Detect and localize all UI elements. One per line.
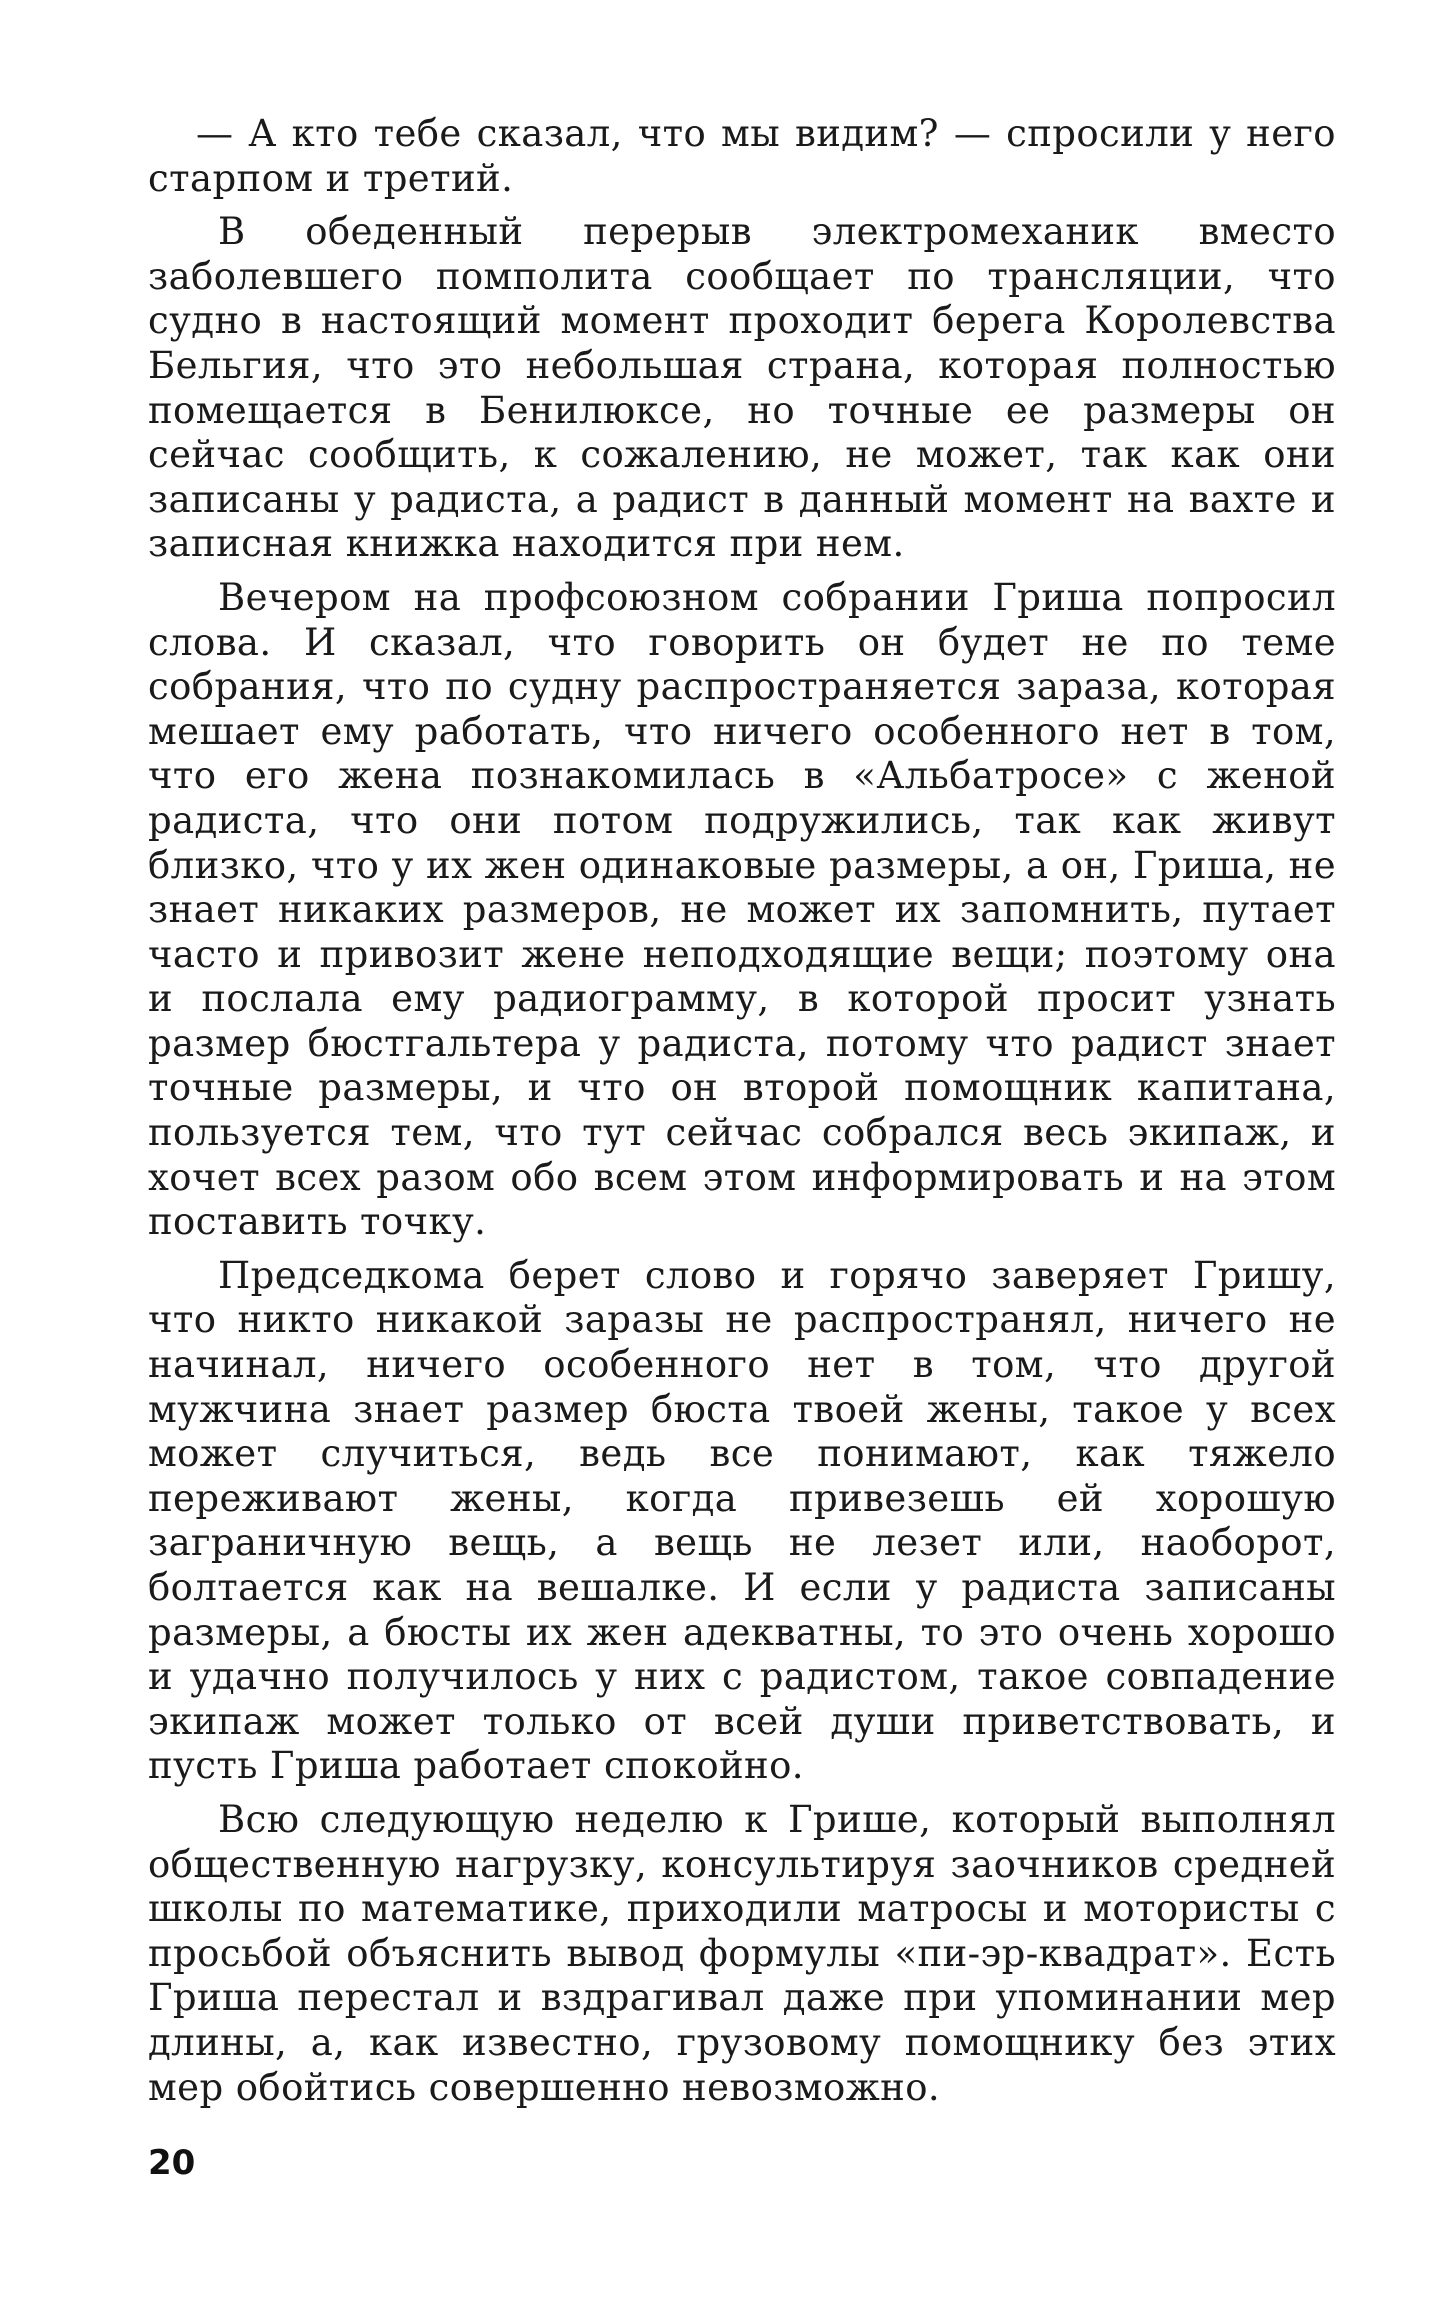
book-page-text (148, 112, 1336, 2119)
paragraph-3: Вечером на профсоюзном собрании Гриша попросил слова. И сказал, что говорить он будет не по теме собрания, что по судну распространяется зараза, которая мешает ему работать, что ничего особенного нет в том, что его жена познакомилась в «Альбатросе» с женой радиста, что они потом подружились, так как живут близко, что у их жен одинаковые размеры, а он, Гриша, не знает никаких размеров, не может их запомнить, путает часто и привозит жене неподходящие вещи; поэтому она и послала ему радиограмму, в которой просит узнать размер бюстгальтера у радиста, потому что радист знает точные размеры, и что он второй помощник капитана, пользуется тем, что тут сейчас собрался весь экипаж, и хочет всех разом обо всем этом информировать и на этом поставить точку. (148, 575, 1336, 1244)
paragraph-4: Председкома берет слово и горячо заверяет Гришу, что никто никакой заразы не распространял, ничего не начинал, ничего особенного нет в том, что другой мужчина знает размер бюста твоей жены, такое у всех может случиться, ведь все понимают, как тяжело переживают жены, когда привезешь ей хорошую заграничную вещь, а вещь не лезет или, наоборот, болтается как на вешалке. И если у радиста записаны размеры, а бюсты их жен адекватны, то это очень хорошо и удачно получилось у них с радистом, такое совпадение экипаж может только от всей души приветствовать, и пусть Гриша работает спокойно. (148, 1253, 1336, 1788)
paragraph-5: Всю следующую неделю к Грише, который выполнял общественную нагрузку, консультируя заочников средней школы по математике, приходили матросы и мотористы с просьбой объяснить вывод формулы «пи-эр-квадрат». Есть Гриша перестал и вздрагивал даже при упоминании мер длины, а, как известно, грузовому помощнику без этих мер обойтись совершенно невозможно. (148, 1797, 1336, 2109)
paragraph-2: В обеденный перерыв электромеханик вместо заболевшего помполита сообщает по трансляции, что судно в настоящий момент проходит берега Королевства Бельгия, что это небольшая страна, которая полностью помещается в Бенилюксе, но точные ее размеры он сейчас сообщить, к сожалению, не может, так как они записаны у радиста, а радист в данный момент на вахте и записная книжка находится при нем. (148, 210, 1336, 566)
page-number: 20 (148, 2143, 196, 2183)
paragraph-1: — А кто тебе сказал, что мы видим? — спросили у него старпом и третий. (148, 112, 1336, 200)
